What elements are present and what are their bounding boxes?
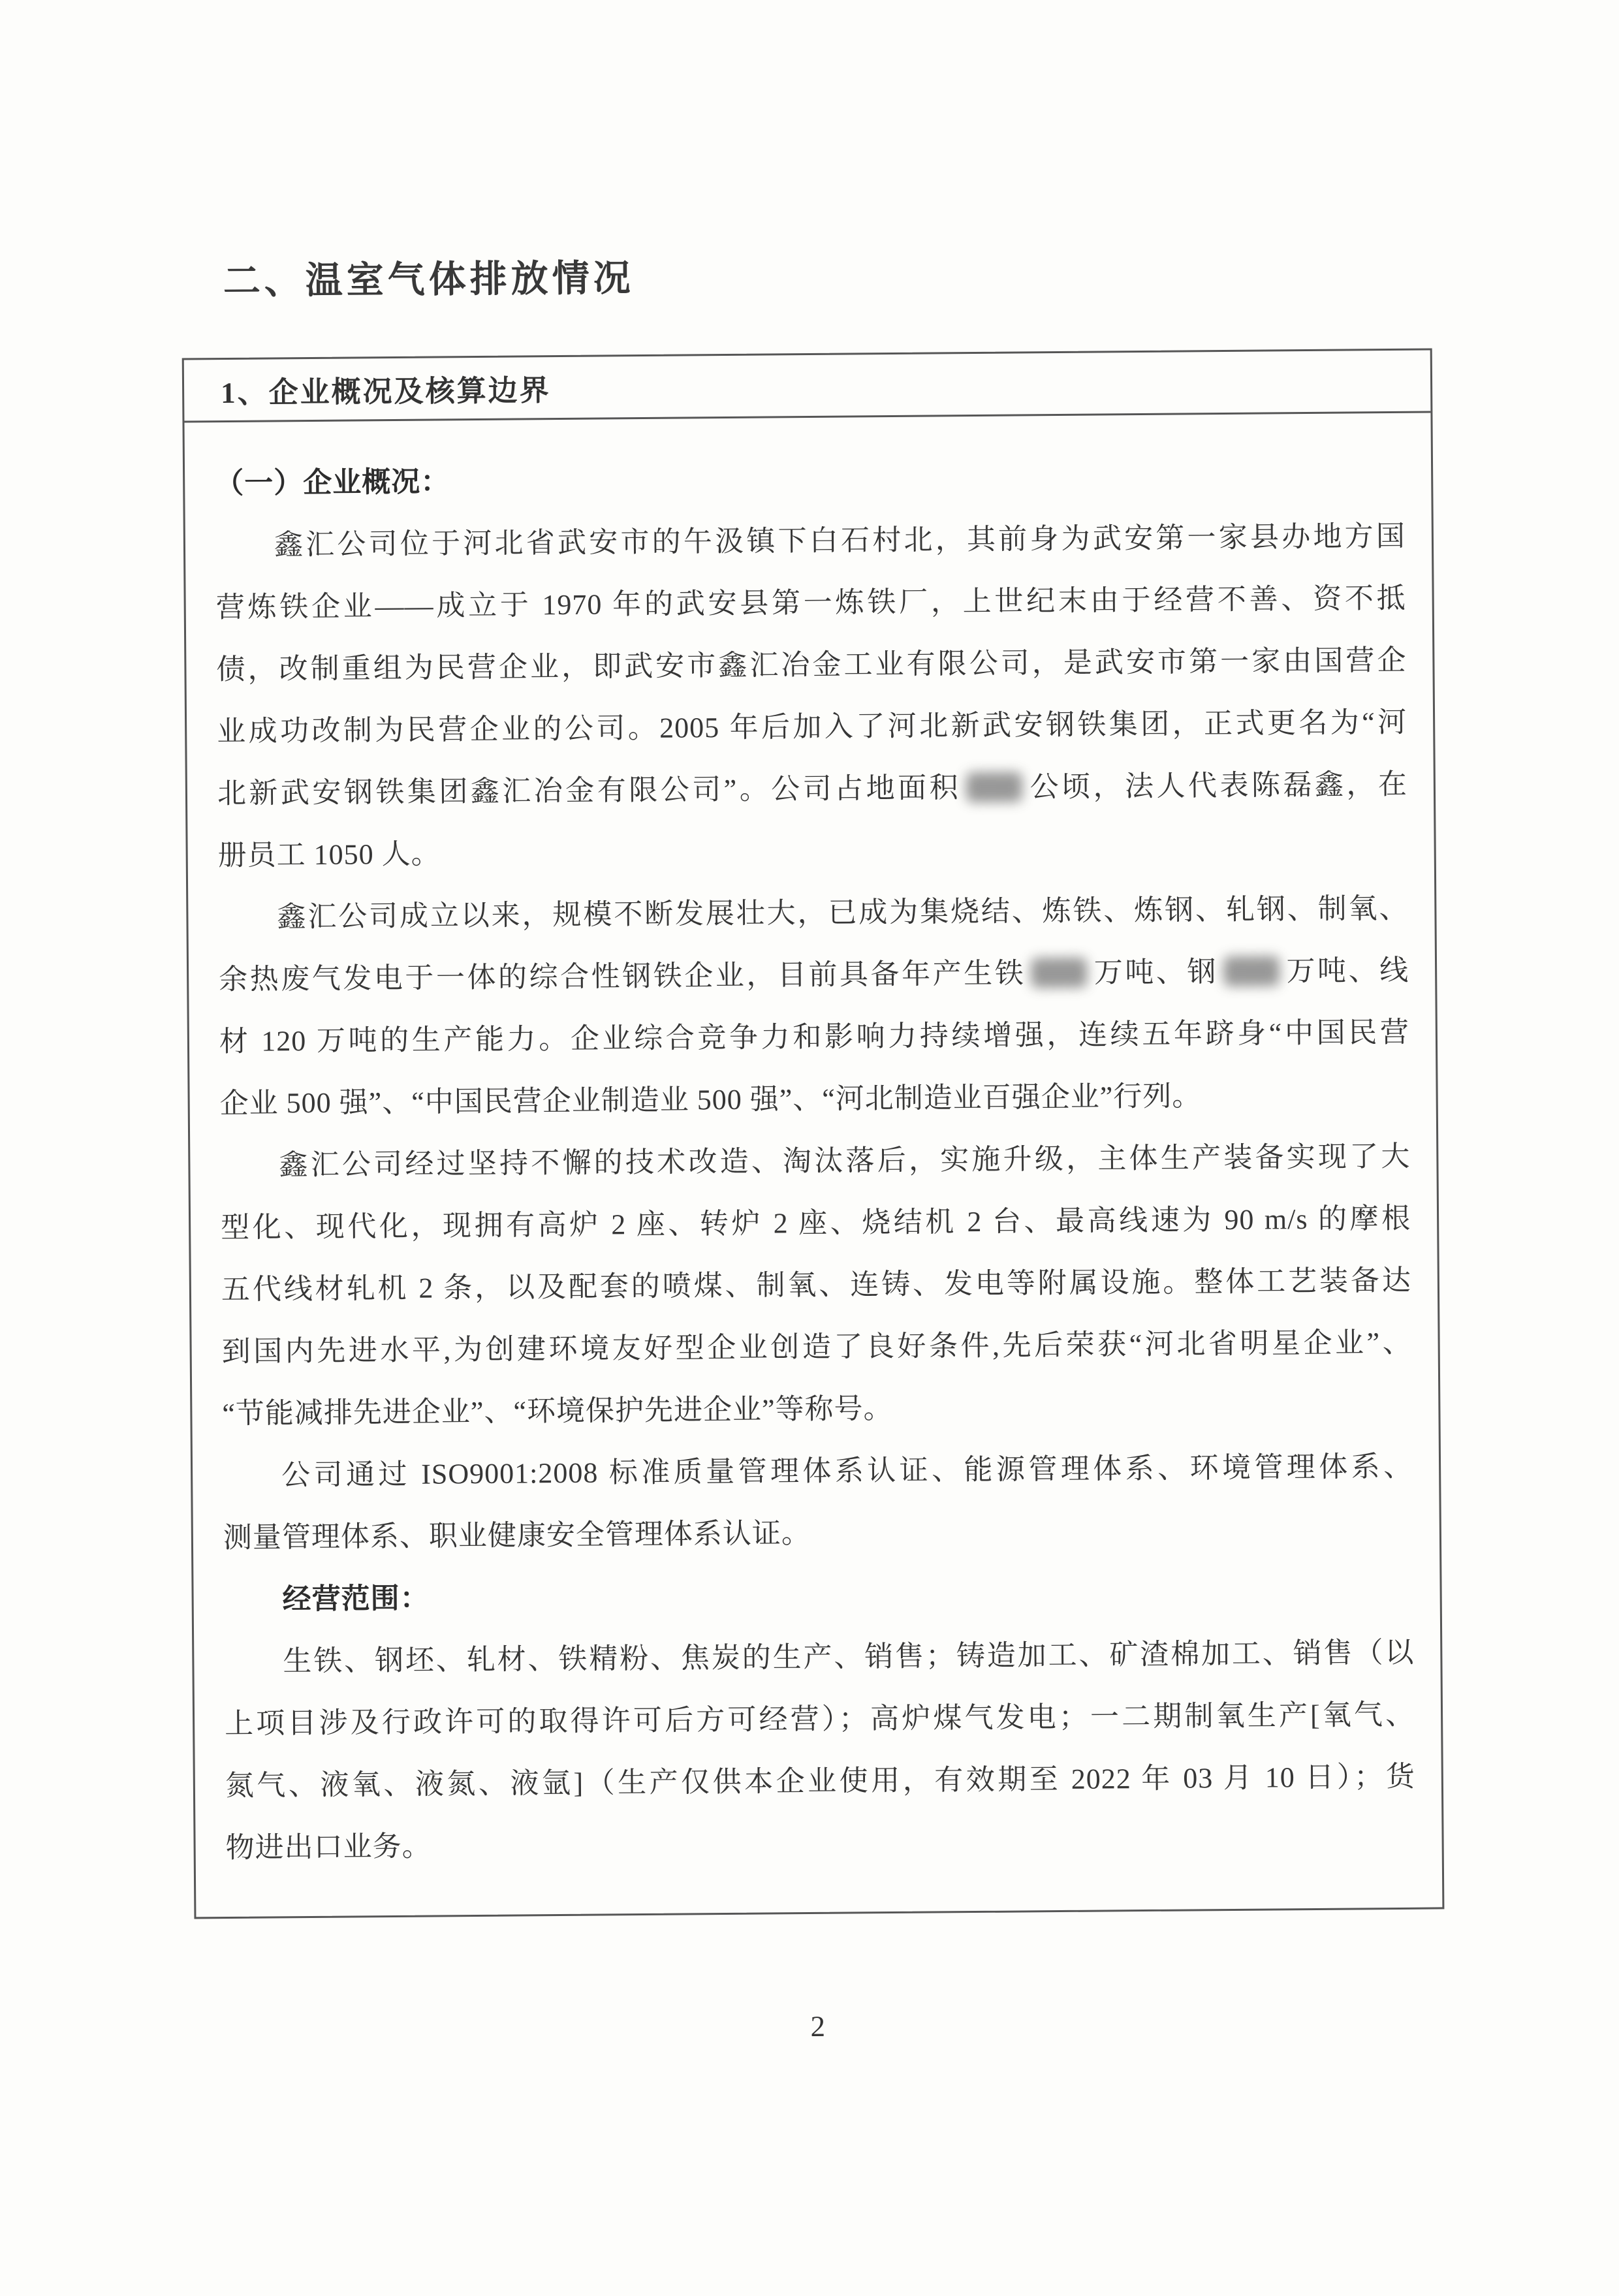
text-line: 鑫汇公司位于河北省武安市的午汲镇下白石村北，其前身为武安第一家县办地方国 — [274, 520, 1406, 561]
text-line: 上项目涉及行政许可的取得许可后方可经营）；高炉煤气发电；一二期制氧生产[氧气、 — [224, 1698, 1415, 1740]
redacted-value — [1223, 956, 1280, 986]
text-line: 鑫汇公司经过坚持不懈的技术改造、淘汰落后，实施升级，主体生产装备实现了大 — [279, 1140, 1411, 1182]
table-body-text — [184, 413, 1442, 1917]
section-title: 二、温室气体排放情况 — [223, 257, 635, 303]
text-line: 五代线材轧机 2 条，以及配套的喷煤、制氧、连铸、发电等附属设施。整体工艺装备达 — [221, 1264, 1412, 1306]
text-line: 鑫汇公司成立以来，规模不断发展壮大，已成为集烧结、炼铁、炼钢、轧钢、制氧、 — [277, 892, 1409, 934]
table-header-cell: 1、企业概况及核算边界 — [184, 351, 1431, 423]
text-line: 到国内先进水平,为创建环境友好型企业创造了良好条件,先后荣获“河北省明星企业”、 — [221, 1326, 1412, 1368]
text-line: 公司通过 ISO9001:2008 标准质量管理体系认证、能源管理体系、环境管理体系、 — [281, 1450, 1413, 1492]
text-line: 营炼铁企业——成立于 1970 年的武安县第一炼铁厂，上世纪末由于经营不善、资不抵 — [215, 582, 1406, 624]
text-line: 材 120 万吨的生产能力。企业综合竞争力和影响力持续增强，连续五年跻身“中国民营 — [219, 1016, 1410, 1058]
text-line: 生铁、钢坯、轧材、铁精粉、焦炭的生产、销售；铸造加工、矿渣棉加工、销售（以 — [283, 1636, 1415, 1678]
text-line: 氮气、液氧、液氮、液氩]（生产仅供本企业使用，有效期至 2022 年 03 月 10 日）；货 — [225, 1760, 1416, 1802]
text-line: 余热废气发电于一体的综合性钢铁企业，目前具备年产生铁 万吨、钢 万吨、线 — [218, 954, 1409, 996]
text-line: 物进出口业务。 — [225, 1830, 432, 1864]
text-line: “节能减排先进企业”、“环境保护先进企业”等称号。 — [222, 1392, 893, 1430]
text-line: 经营范围： — [282, 1582, 430, 1616]
page-number: 2 — [810, 2009, 826, 2043]
text-line: 测量管理体系、职业健康安全管理体系认证。 — [223, 1517, 811, 1554]
text-line: （一）企业概况： — [215, 465, 450, 500]
text-line: 册员工 1050 人。 — [217, 838, 441, 872]
text-line: 债，改制重组为民营企业，即武安市鑫汇冶金工业有限公司，是武安市第一家由国营企 — [216, 644, 1407, 686]
text-line: 企业 500 强”、“中国民营企业制造业 500 强”、“河北制造业百强企业”行列。 — [219, 1080, 1202, 1120]
text-line: 型化、现代化，现拥有高炉 2 座、转炉 2 座、烧结机 2 台、最高线速为 90 m/s 的摩根 — [220, 1202, 1411, 1244]
text-line: 业成功改制为民营企业的公司。2005 年后加入了河北新武安钢铁集团，正式更名为“河 — [217, 706, 1407, 748]
report-table — [182, 348, 1445, 1919]
text-line: 北新武安钢铁集团鑫汇冶金有限公司”。公司占地面积 公顷，法人代表陈磊鑫，在 — [217, 768, 1408, 810]
redacted-value — [1031, 958, 1087, 988]
redacted-value — [966, 772, 1022, 802]
